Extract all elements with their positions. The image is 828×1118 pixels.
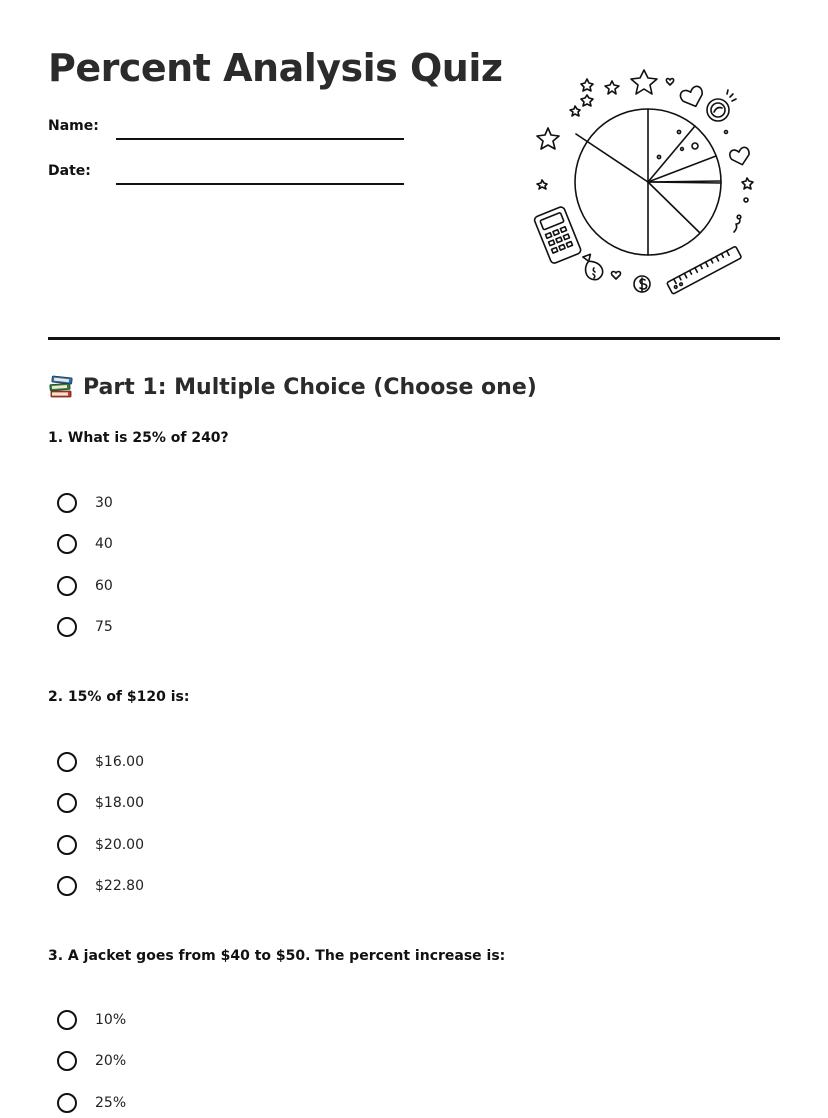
question-1-text: 1. What is 25% of 240? xyxy=(48,430,229,446)
part1-heading xyxy=(48,374,537,400)
option-label: $22.80 xyxy=(95,878,144,894)
radio-button[interactable] xyxy=(57,1093,77,1113)
question-2-option-3[interactable] xyxy=(57,832,144,858)
question-3-option-3[interactable] xyxy=(57,1090,126,1116)
question-1-option-3[interactable] xyxy=(57,573,113,599)
radio-button[interactable] xyxy=(57,493,77,513)
radio-button[interactable] xyxy=(57,793,77,813)
name-label: Name: xyxy=(48,118,99,134)
date-field[interactable] xyxy=(116,183,404,185)
radio-button[interactable] xyxy=(57,576,77,596)
date-label: Date: xyxy=(48,163,91,179)
part1-heading-text: Part 1: Multiple Choice (Choose one) xyxy=(83,374,537,400)
option-label: 25% xyxy=(95,1095,127,1111)
question-1-option-4[interactable] xyxy=(57,614,113,640)
question-3-option-1[interactable] xyxy=(57,1007,126,1033)
quiz-title: Percent Analysis Quiz xyxy=(48,46,503,90)
question-2-option-1[interactable] xyxy=(57,749,144,775)
name-field[interactable] xyxy=(116,138,404,140)
option-label: 30 xyxy=(95,495,113,511)
option-label: 10% xyxy=(95,1012,127,1028)
radio-button[interactable] xyxy=(57,835,77,855)
radio-button[interactable] xyxy=(57,876,77,896)
pie-chart-doodle-illustration xyxy=(524,64,760,300)
option-label: $18.00 xyxy=(95,795,144,811)
option-label: 75 xyxy=(95,619,113,635)
option-label: 40 xyxy=(95,536,113,552)
option-label: 60 xyxy=(95,578,113,594)
radio-button[interactable] xyxy=(57,617,77,637)
question-3-text: 3. A jacket goes from $40 to $50. The percent increase is: xyxy=(48,948,506,964)
question-1-option-1[interactable] xyxy=(57,490,113,516)
question-2-text: 2. 15% of $120 is: xyxy=(48,689,190,705)
radio-button[interactable] xyxy=(57,1051,77,1071)
option-label: $20.00 xyxy=(95,837,144,853)
radio-button[interactable] xyxy=(57,534,77,554)
books-icon xyxy=(48,374,74,400)
question-3-option-2[interactable] xyxy=(57,1048,126,1074)
option-label: $16.00 xyxy=(95,754,144,770)
question-2-option-4[interactable] xyxy=(57,873,144,899)
section-divider xyxy=(48,337,780,340)
radio-button[interactable] xyxy=(57,752,77,772)
question-2-option-2[interactable] xyxy=(57,790,144,816)
option-label: 20% xyxy=(95,1053,127,1069)
question-1-option-2[interactable] xyxy=(57,531,113,557)
radio-button[interactable] xyxy=(57,1010,77,1030)
